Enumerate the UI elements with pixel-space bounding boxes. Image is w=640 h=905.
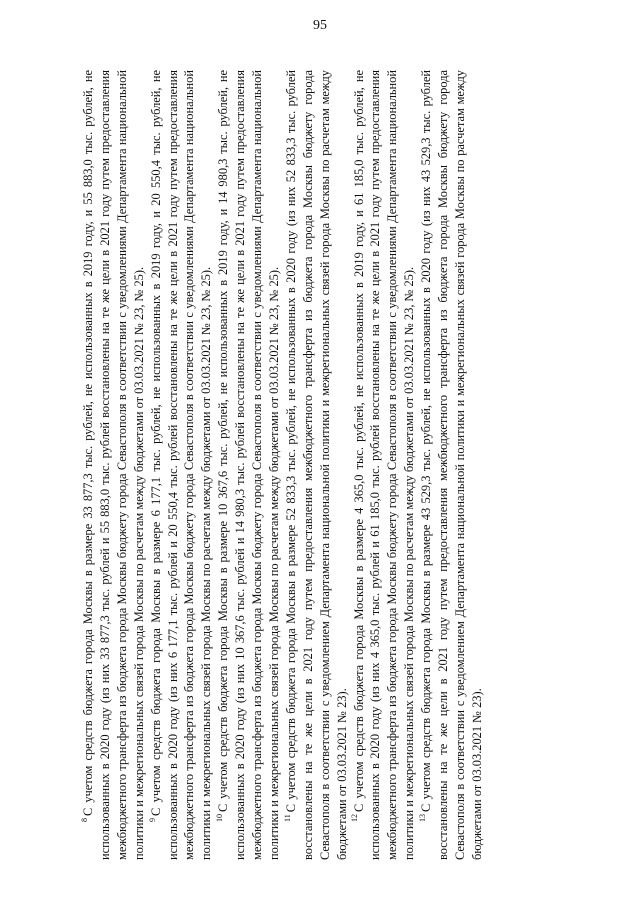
footnote-marker: 11: [282, 814, 292, 822]
footnote-marker: 13: [418, 814, 427, 822]
footnote-8: [80, 70, 148, 860]
footnotes-block: [80, 70, 590, 860]
footnote-text: С учетом средств бюджета города Москвы в размере 33 877,3 тыс. рублей, не использованных в 2019 году, и 55 883,0 тыс. рублей, не использованных в 2020 году (из них 33 877,3 тыс. рублей и 55 883,0 тыс. рублей восстановлены на те же цели в 2021 году путем предоставления межбюджетного трансферта из бюджета города Москвы бюджету города Севастополя в соответствии с уведомлениями Департамента национальной политики и межрегиональных связей города Москвы по расчетам между бюджетами от 03.03.2021 № 23, № 25).: [81, 70, 146, 860]
footnote-10: [215, 70, 283, 860]
footnote-13: [418, 70, 486, 860]
footnote-text: С учетом средств бюджета города Москвы в размере 52 833,3 тыс. рублей, не использованных в 2020 году (из них 52 833,3 тыс. рублей восстановлены на те же цели в 2021 году путем предоставления межбюджетного трансферта из бюджета города Москвы бюджету города Севастополя в соответствии с уведомлением Департамента национальной политики и межрегиональных связей города Москвы по расчетам между бюджетами от 03.03.2021 № 23).: [283, 70, 349, 860]
footnote-text: С учетом средств бюджета города Москвы в размере 43 529,3 тыс. рублей, не использованных в 2020 году (из них 43 529,3 тыс. рублей восстановлены на те же цели в 2021 году путем предоставления межбюджетного трансферта из бюджета города Москвы бюджету города Севастополя в соответствии с уведомлением Департамента национальной политики и межрегиональных связей города Москвы по расчетам между бюджетами от 03.03.2021 № 23).: [419, 70, 484, 860]
footnote-marker: 9: [147, 818, 157, 822]
footnote-text: С учетом средств бюджета города Москвы в размере 6 177,1 тыс. рублей, не использованных в 2019 году, и 20 550,4 тыс. рублей, не использованных в 2020 году (из них 6 177,1 тыс. рублей и 20 550,4 тыс. рублей восстановлены на те же цели в 2021 году путем предоставления межбюджетного трансферта из бюджета города Москвы бюджету города Севастополя в соответствии с уведомлениями Департамента национальной политики и межрегиональных связей города Москвы по расчетам между бюджетами от 03.03.2021 № 23, № 25).: [148, 70, 214, 860]
footnote-9: [148, 70, 216, 860]
footnote-marker: 12: [350, 814, 360, 822]
footnote-marker: 8: [80, 818, 89, 822]
footnote-text: С учетом средств бюджета города Москвы в размере 10 367,6 тыс. рублей, не использованных в 2019 году, и 14 980,3 тыс. рублей, не использованных в 2020 году (из них 10 367,6 тыс. рублей и 14 980,3 тыс. рублей восстановлены на те же цели в 2021 году путем предоставления межбюджетного трансферта из бюджета города Москвы бюджету города Севастополя в соответствии с уведомлениями Департамента национальной политики и межрегиональных связей города Москвы по расчетам между бюджетами от 03.03.2021 № 23, № 25).: [216, 70, 281, 860]
footnote-12: [351, 70, 419, 860]
page-number: 95: [313, 18, 327, 33]
footnote-marker: 10: [215, 814, 225, 822]
footnote-text: С учетом средств бюджета города Москвы в размере 4 365,0 тыс. рублей, не использованных в 2019 году, и 61 185,0 тыс. рублей, не использованных в 2020 году (из них 4 365,0 тыс. рублей и 61 185,0 тыс. рублей восстановлены на те же цели в 2021 году путем предоставления межбюджетного трансферта из бюджета города Москвы бюджету города Севастополя в соответствии с уведомлениями Департамента национальной политики и межрегиональных связей города Москвы по расчетам между бюджетами от 03.03.2021 № 23, № 25).: [351, 70, 417, 860]
footnote-11: [283, 70, 351, 860]
